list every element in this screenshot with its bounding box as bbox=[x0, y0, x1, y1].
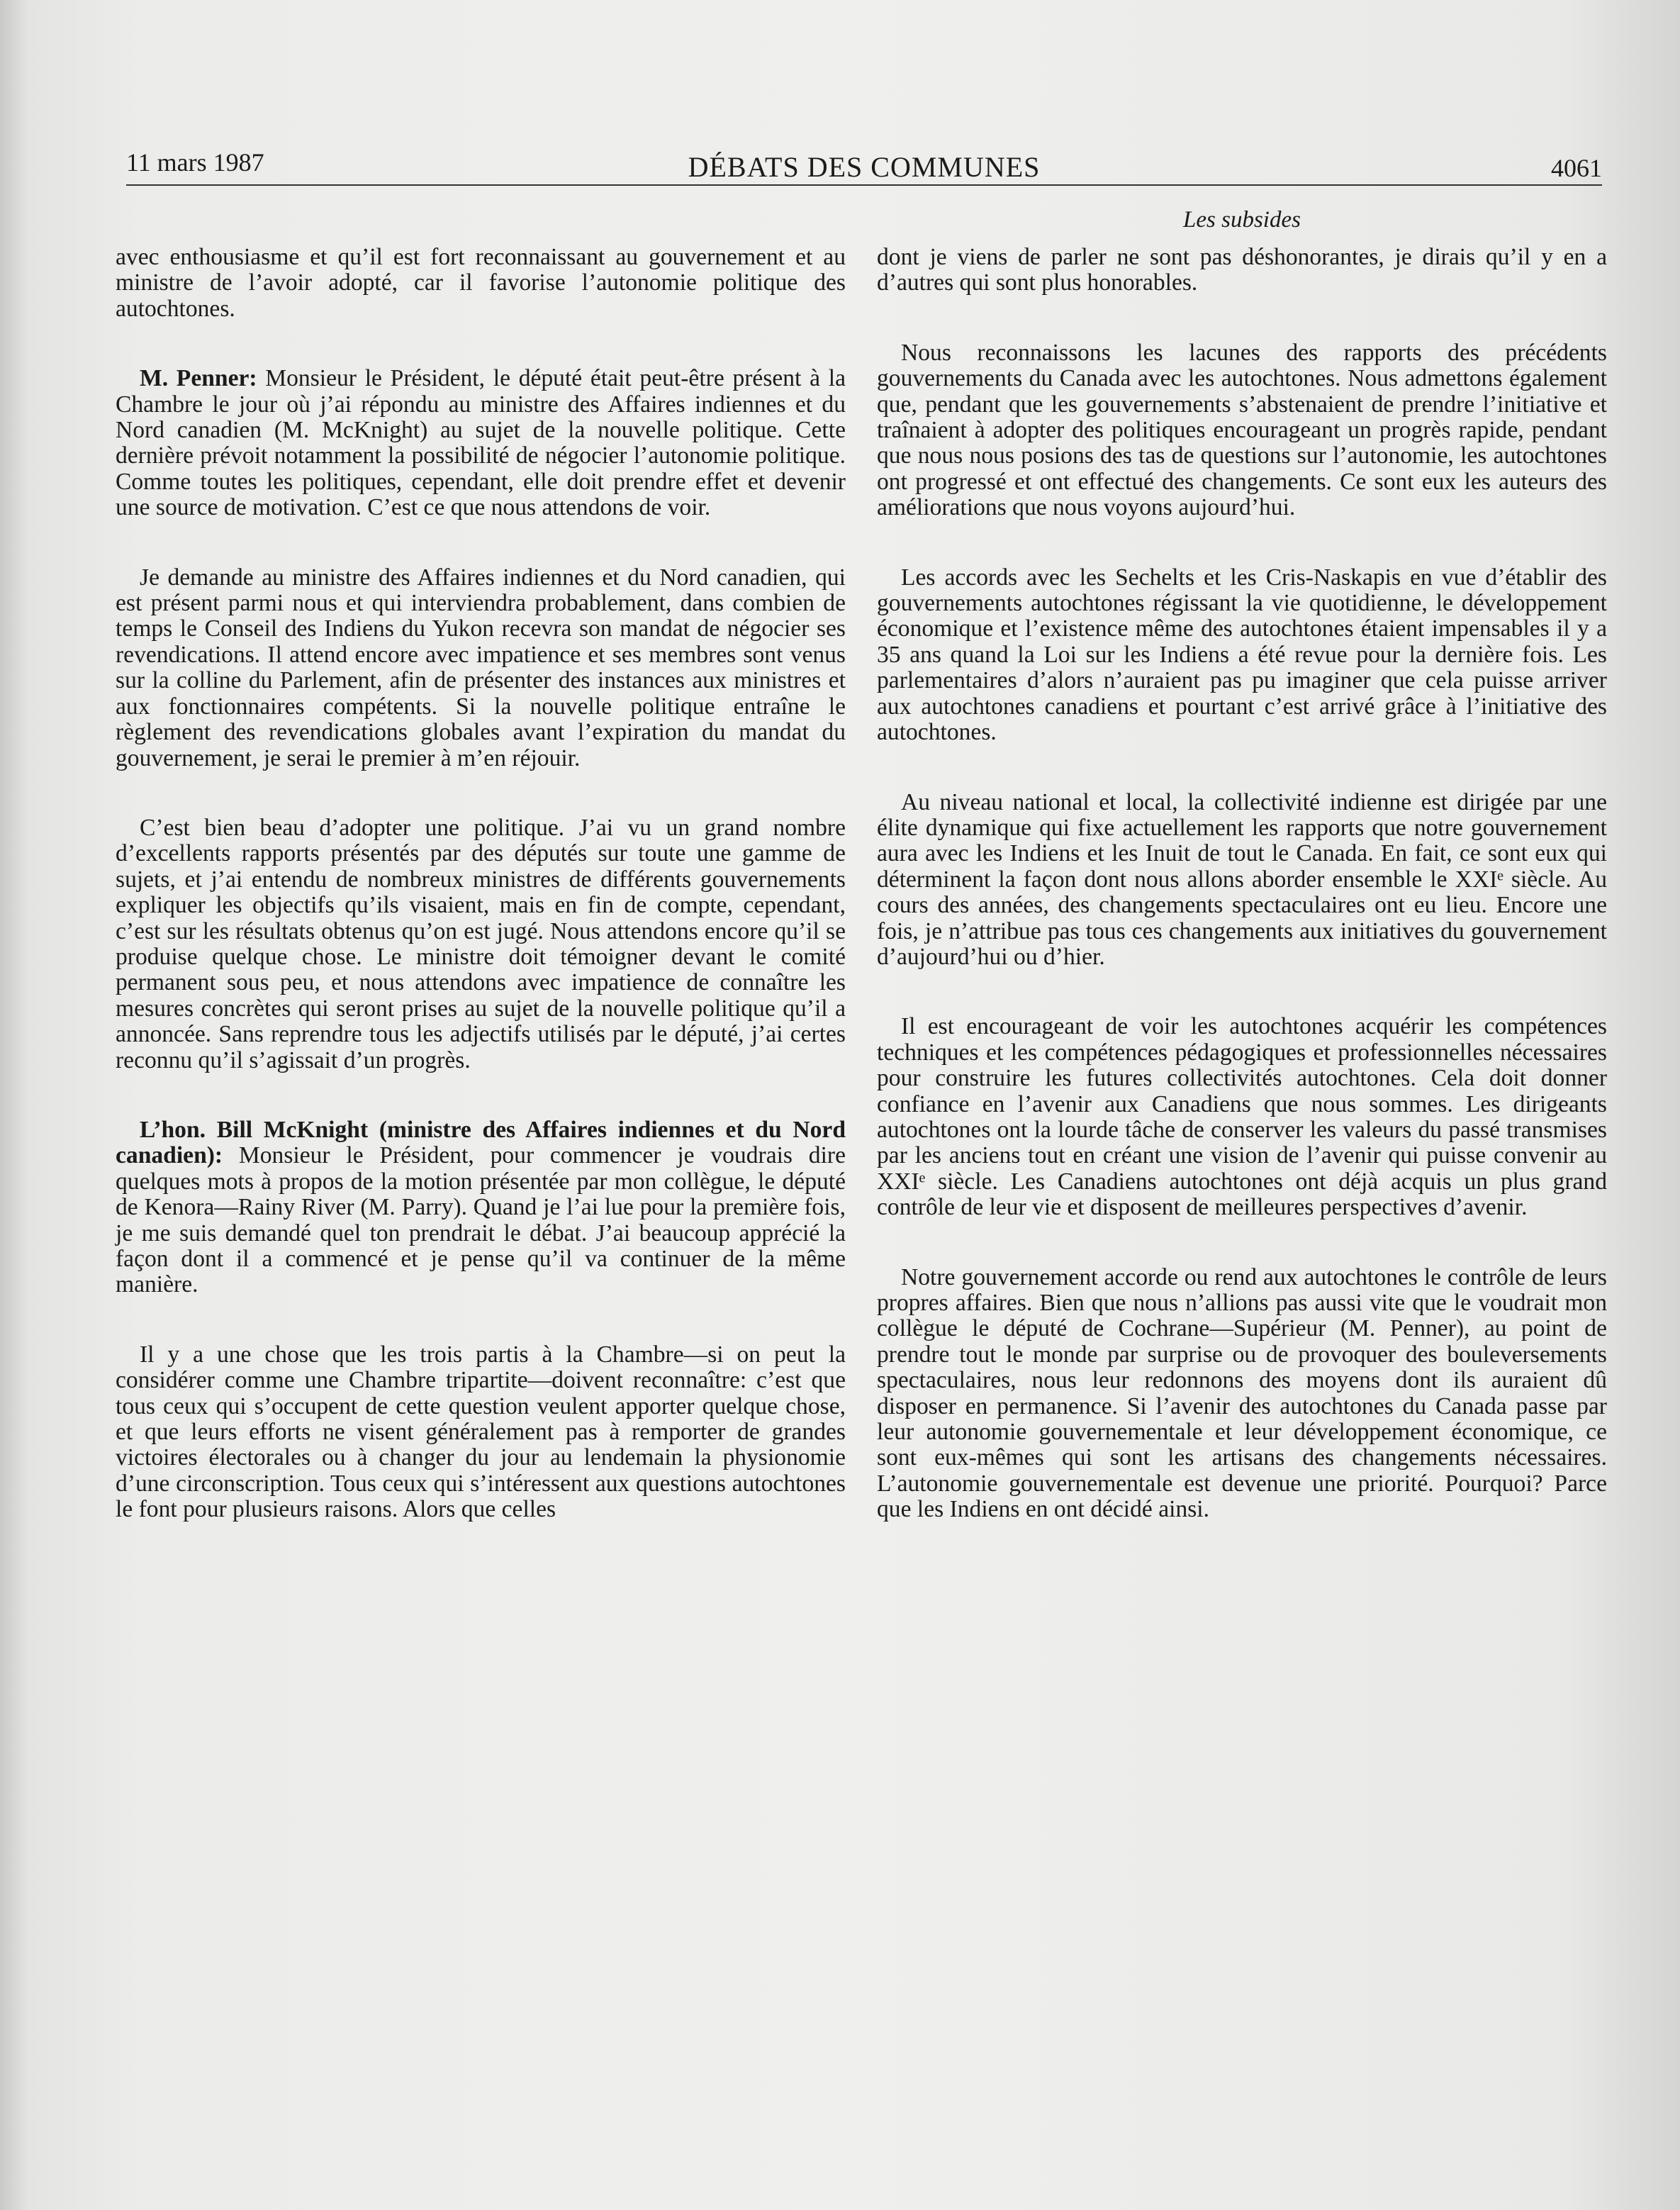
speech-text: Monsieur le Président, le député était peut-être présent à la Chambre le jour où j’ai répondu au ministre des Affaires indiennes et du Nord canadien (M. McKnight) au sujet de la nouvelle politique. Cette dernière prévoit notamment la possibilité de négocier l’autonomie politique. Comme toutes les politiques, cependant, elle doit prendre effet et devenir une source de motivation. C’est ce que nous attendons de voir. bbox=[116, 365, 846, 521]
paragraph bbox=[116, 366, 846, 520]
speech-text: Monsieur le Président, pour commencer je voudrais dire quelques mots à propos de la motion présentée par mon collègue, le député de Kenora—Rainy River (M. Parry). Quand je l’ai lue pour la première fois, je me suis demandé quel ton prendrait le débat. J’ai beaucoup apprécié la façon dont il a commencé et je pense qu’il va continuer de la même manière. bbox=[116, 1142, 846, 1298]
paragraph: Il y a une chose que les trois partis à la Chambre—si on peut la considérer comme une Chambre tripartite—doivent reconnaître: c’est que tous ceux qui s’occupent de cette question veulent apporter quelque chose, et que leurs efforts ne visent généralement pas à remporter de grandes victoires électorales ou à changer du jour au lendemain la physionomie d’une circonscription. Tous ceux qui s’intéressent aux questions autochtones le font pour plusieurs raisons. Alors que celles bbox=[116, 1341, 846, 1523]
paragraph: Les accords avec les Sechelts et les Cris-Naskapis en vue d’établir des gouvernements autochtones régissant la vie quotidienne, le développement économique et l’existence même des autochtones étaient impensables il y a 35 ans quand la Loi sur les Indiens a été revue pour la dernière fois. Les parlementaires d’alors n’auraient pas pu imaginer que cela puisse arriver aux autochtones canadiens et pourtant c’est arrivé grâce à l’initiative des autochtones. bbox=[877, 564, 1607, 746]
header-date: 11 mars 1987 bbox=[126, 148, 264, 177]
speaker-name: M. Penner: bbox=[140, 365, 257, 392]
right-column bbox=[877, 245, 1607, 1567]
header-title: DÉBATS DES COMMUNES bbox=[688, 151, 1041, 183]
left-column bbox=[116, 245, 846, 1567]
speaker-name: L’hon. Bill McKnight (ministre des Affaires indiennes et du Nord canadien): bbox=[116, 1116, 846, 1169]
section-title: Les subsides bbox=[1183, 207, 1301, 233]
page-header bbox=[126, 142, 1602, 186]
header-page-number: 4061 bbox=[1551, 154, 1602, 182]
paragraph bbox=[116, 1117, 846, 1298]
paragraph: dont je viens de parler ne sont pas déshonorantes, je dirais qu’il y en a d’autres qui sont plus honorables. bbox=[877, 244, 1607, 296]
paragraph: Il est encourageant de voir les autochtones acquérir les compétences techniques et les compétences pédagogiques et professionnelles nécessaires pour construire les futures collectivités autochtones. Cela doit donner confiance en l’avenir aux Canadiens que nous sommes. Les dirigeants autochtones ont la lourde tâche de conserver les valeurs du passé transmises par les anciens tout en créant une vision de l’avenir qui puisse convenir au XXIᵉ siècle. Les Canadiens autochtones ont déjà acquis un plus grand contrôle de leur vie et disposent de meilleures perspectives d’avenir. bbox=[877, 1013, 1607, 1221]
paragraph: Au niveau national et local, la collectivité indienne est dirigée par une élite dynamique qui fixe actuellement les rapports que notre gouvernement aura avec les Indiens et les Inuit de tout le Canada. En fait, ce sont eux qui déterminent la façon dont nous allons aborder ensemble le XXIᵉ siècle. Au cours des années, des changements spectaculaires ont eu lieu. Encore une fois, je n’attribue pas tous ces changements aux initiatives du gouvernement d’aujourd’hui ou d’hier. bbox=[877, 788, 1607, 970]
paragraph: avec enthousiasme et qu’il est fort reconnaissant au gouvernement et au ministre de l’avoir adopté, car il favorise l’autonomie politique des autochtones. bbox=[116, 244, 846, 322]
paragraph: Nous reconnaissons les lacunes des rapports des précédents gouvernements du Canada avec les autochtones. Nous admettons également que, pendant que les gouvernements s’abstenaient de prendre l’initiative et traînaient à adopter des politiques encourageant un progrès rapide, pendant que nous nous posions des tas de questions sur l’autonomie, les autochtones ont progressé et ont effectué des changements. Ce sont eux les auteurs des améliorations que nous voyons aujourd’hui. bbox=[877, 339, 1607, 521]
paragraph: Je demande au ministre des Affaires indiennes et du Nord canadien, qui est présent parmi nous et qui interviendra probablement, dans combien de temps le Conseil des Indiens du Yukon recevra son mandat de négocier ses revendications. Il attend encore avec impatience et ses membres sont venus sur la colline du Parlement, afin de présenter des instances aux ministres et aux fonctionnaires compétents. Si la nouvelle politique entraîne le règlement des revendications globales avant l’expiration du mandat du gouvernement, je serai le premier à m’en réjouir. bbox=[116, 564, 846, 771]
paragraph: C’est bien beau d’adopter une politique. J’ai vu un grand nombre d’excellents rapports présentés par des députés sur toute une gamme de sujets, et j’ai entendu de nombreux ministres de différents gouvernements expliquer les objectifs qu’ils visaient, mais en fin de compte, cependant, c’est sur les résultats obtenus qu’on est jugé. Nous attendons encore qu’il se produise quelque chose. Le ministre doit témoigner devant le comité permanent sous peu, et nous attendons avec impatience de connaître les mesures concrètes qui seront prises au sujet de la nouvelle politique qu’il a annoncée. Sans reprendre tous les adjectifs utilisés par le député, j’ai certes reconnu qu’il s’agissait d’un progrès. bbox=[116, 814, 846, 1073]
paragraph: Notre gouvernement accorde ou rend aux autochtones le contrôle de leurs propres affaires. Bien que nous n’allions pas aussi vite que le voudrait mon collègue le député de Cochrane—Supérieur (M. Penner), au point de prendre tout le monde par surprise ou de provoquer des bouleversements spectaculaires, nous leur redonnons des moyens dont ils auraient dû disposer en permanence. Si l’avenir des autochtones du Canada passe par leur autonomie gouvernementale et leur développement économique, ce sont eux-mêmes qui sont les artisans des changements nécessaires. L’autonomie gouvernementale est devenue une priorité. Pourquoi? Parce que les Indiens en ont décidé ainsi. bbox=[877, 1263, 1607, 1523]
